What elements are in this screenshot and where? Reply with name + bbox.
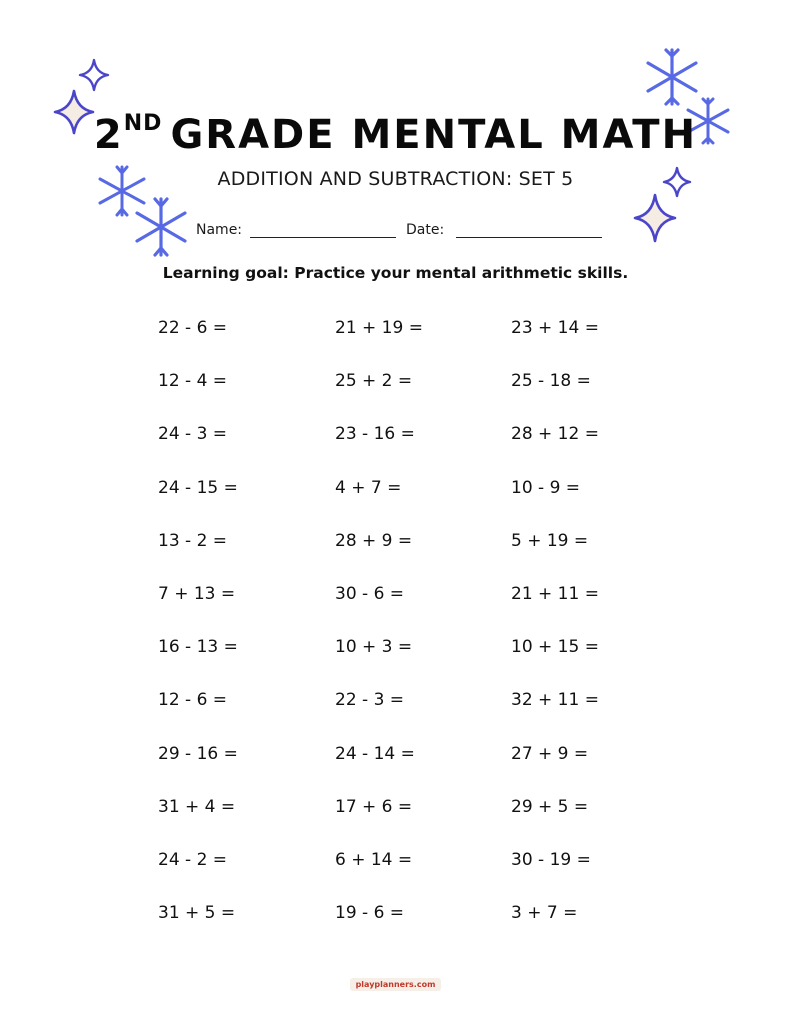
- math-problem: 23 - 16 =: [335, 424, 415, 445]
- date-label: Date:: [406, 222, 445, 238]
- math-problem: 4 + 7 =: [335, 477, 402, 498]
- math-problem: 31 + 5 =: [158, 903, 236, 924]
- learning-goal: Learning goal: Practice your mental arithmetic skills.: [162, 264, 629, 282]
- math-problem: 22 - 6 =: [158, 318, 228, 338]
- math-problem: 13 - 2 =: [158, 530, 228, 551]
- title-superscript: ND: [123, 111, 163, 136]
- sparkle-icon: [632, 192, 678, 244]
- math-problem: 24 - 3 =: [158, 424, 228, 445]
- math-problem: 6 + 14 =: [335, 850, 413, 870]
- math-problem: 10 + 3 =: [335, 637, 413, 658]
- math-problem: 17 + 6 =: [335, 796, 413, 817]
- snowflake-icon: [132, 196, 190, 258]
- math-problem: 12 - 4 =: [158, 371, 228, 392]
- math-problem: 30 - 19 =: [511, 850, 591, 870]
- math-problem: 3 + 7 =: [511, 903, 578, 924]
- math-problem: 16 - 13 =: [158, 637, 238, 658]
- math-problem: 21 + 11 =: [511, 584, 599, 604]
- sparkle-icon: [78, 58, 110, 92]
- math-problem: 12 - 6 =: [158, 690, 228, 711]
- name-label: Name:: [196, 222, 243, 238]
- name-field[interactable]: [250, 223, 396, 238]
- page-subtitle: ADDITION AND SUBTRACTION: SET 5: [217, 168, 574, 190]
- math-problem: 25 - 18 =: [511, 371, 591, 392]
- math-problem: 28 + 9 =: [335, 530, 413, 551]
- math-problem: 31 + 4 =: [158, 796, 236, 817]
- footer: [0, 978, 791, 991]
- math-problem: 10 + 15 =: [511, 637, 599, 658]
- math-problem: 30 - 6 =: [335, 584, 405, 604]
- math-problem: 21 + 19 =: [335, 318, 423, 338]
- math-problem: 23 + 14 =: [511, 318, 599, 338]
- date-field[interactable]: [456, 223, 602, 238]
- math-problem: 19 - 6 =: [335, 903, 405, 924]
- math-problem: 29 + 5 =: [511, 796, 589, 817]
- math-problem: 24 - 2 =: [158, 850, 228, 870]
- math-problem: 5 + 19 =: [511, 530, 589, 551]
- footer-logo: playplanners.com: [350, 978, 442, 991]
- name-date-row: [196, 216, 602, 238]
- math-problem: 28 + 12 =: [511, 424, 599, 445]
- math-problem: 10 - 9 =: [511, 477, 581, 498]
- math-problem: 25 + 2 =: [335, 371, 413, 392]
- title-grade-number: 2: [93, 112, 124, 158]
- math-problem: 24 - 14 =: [335, 743, 415, 764]
- math-problem: 27 + 9 =: [511, 743, 589, 764]
- math-problem: 29 - 16 =: [158, 743, 238, 764]
- math-problem: 7 + 13 =: [158, 584, 236, 604]
- page-title: [0, 96, 791, 163]
- math-problem: 22 - 3 =: [335, 690, 405, 711]
- math-problem: 32 + 11 =: [511, 690, 599, 711]
- title-main: GRADE MENTAL MATH: [170, 112, 698, 158]
- math-problem: 24 - 15 =: [158, 477, 238, 498]
